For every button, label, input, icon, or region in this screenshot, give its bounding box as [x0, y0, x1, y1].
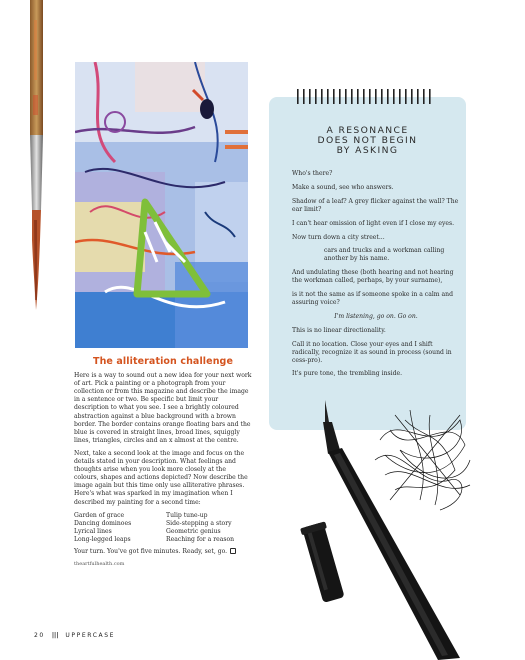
paintbrush-image: [0, 0, 70, 320]
poem-stanza: I'm listening, go on. Go on.: [334, 312, 418, 320]
poem-title-line: BY ASKING: [336, 145, 399, 156]
page-footer: [34, 632, 115, 639]
felt-pen-image: [270, 400, 500, 660]
poem-stanza: And undulating these (both hearing and not hearing the workman called, perhaps, by your surname),: [292, 269, 454, 285]
list-item: Geometric genius: [166, 527, 221, 535]
footer-divider: |||: [51, 632, 59, 639]
spiral-ring: [327, 89, 329, 104]
spiral-ring: [393, 89, 395, 104]
spiral-ring: [405, 89, 407, 104]
list-item: Tulip tune-up: [166, 511, 208, 519]
spiral-ring: [351, 89, 353, 104]
poem-body: [292, 170, 460, 384]
list-item: Lyrical lines: [74, 527, 112, 535]
spiral-ring: [357, 89, 359, 104]
spiral-ring: [297, 89, 299, 104]
spiral-ring: [387, 89, 389, 104]
list-item: Reaching for a reason: [166, 535, 235, 543]
end-mark-icon: [230, 548, 236, 554]
list-item: Side-stepping a story: [166, 519, 232, 527]
alliteration-article: [74, 358, 252, 568]
spiral-ring: [399, 89, 401, 104]
abstract-painting-image: [75, 62, 248, 348]
poem-title: [279, 126, 456, 156]
article-heading: The alliteration challenge: [92, 356, 234, 367]
alliteration-list: [74, 512, 252, 544]
spiral-ring: [381, 89, 383, 104]
closing-line: [74, 548, 252, 556]
list-item: Dancing dominoes: [74, 519, 132, 527]
spiral-ring: [411, 89, 413, 104]
spiral-ring: [333, 89, 335, 104]
poem-stanza: cars and trucks and a workman calling another by his name.: [324, 247, 445, 263]
article-paragraph-1: Here is a way to sound out a new idea for your next work of art. Pick a painting or a photograph from your collection or from this magazine and describe the image in a sentence or two. Be specific but limit your description to what you see. I see a brightly coloured abstraction against a blue background with a brown border. The border contains orange floating bars and the blue is covered in straight lines, broad lines, squiggly lines, triangles, circles and an x almost at the centre.: [74, 372, 252, 444]
spiral-ring: [375, 89, 377, 104]
poem-stanza: This is no linear directionality.: [292, 326, 386, 334]
spiral-ring: [417, 89, 419, 104]
list-item: Long-legged leaps: [74, 535, 131, 543]
spiral-ring: [345, 89, 347, 104]
poem-stanza: Call it no location. Close your eyes and I shift radically, recognize it as sound in process (sound in cess-pro).: [292, 340, 452, 364]
closing-text: Your turn. You've got five minutes. Ready, set, go.: [74, 547, 228, 555]
spiral-ring: [369, 89, 371, 104]
poem-stanza: I can't hear omission of light even if I close my eyes.: [292, 219, 455, 227]
spiral-ring: [303, 89, 305, 104]
spiral-ring: [363, 89, 365, 104]
spiral-ring: [309, 89, 311, 104]
list-item: Garden of grace: [74, 511, 125, 519]
poem-stanza: is it not the same as if someone spoke in a calm and assuring voice?: [292, 291, 453, 306]
poem-stanza: Make a sound, see who answers.: [292, 183, 394, 191]
spiral-ring: [315, 89, 317, 104]
page-number: 20: [34, 632, 45, 639]
spiral-binding-icon: [295, 88, 435, 106]
poem-stanza: Who's there?: [292, 170, 333, 177]
alliteration-list-col-2: [166, 512, 252, 544]
spiral-ring: [339, 89, 341, 104]
poem-title-line: A RESONANCE: [326, 125, 409, 136]
magazine-name: UPPERCASE: [65, 632, 116, 639]
spiral-ring: [423, 89, 425, 104]
spiral-ring: [429, 89, 431, 104]
poem-title-line: DOES NOT BEGIN: [317, 135, 418, 146]
poem-stanza: Now turn down a city street...: [292, 233, 385, 241]
website-url: theartfulhealth.com: [74, 560, 125, 567]
spiral-ring: [321, 89, 323, 104]
article-paragraph-2: Next, take a second look at the image and focus on the details stated in your description. What feelings and thoughts arise when you look more closely at the colours, shapes and actions depicted? Now describe the image again but this time only use alliterative phrases. Here's what was sparked in my imagination when I described my painting for a second time:: [74, 449, 248, 506]
alliteration-list-col-1: [74, 512, 160, 544]
poem-stanza: It's pure tone, the trembling inside.: [292, 370, 403, 378]
poem-stanza: Shadow of a leaf? A grey flicker against the wall? The ear limit?: [292, 197, 459, 213]
